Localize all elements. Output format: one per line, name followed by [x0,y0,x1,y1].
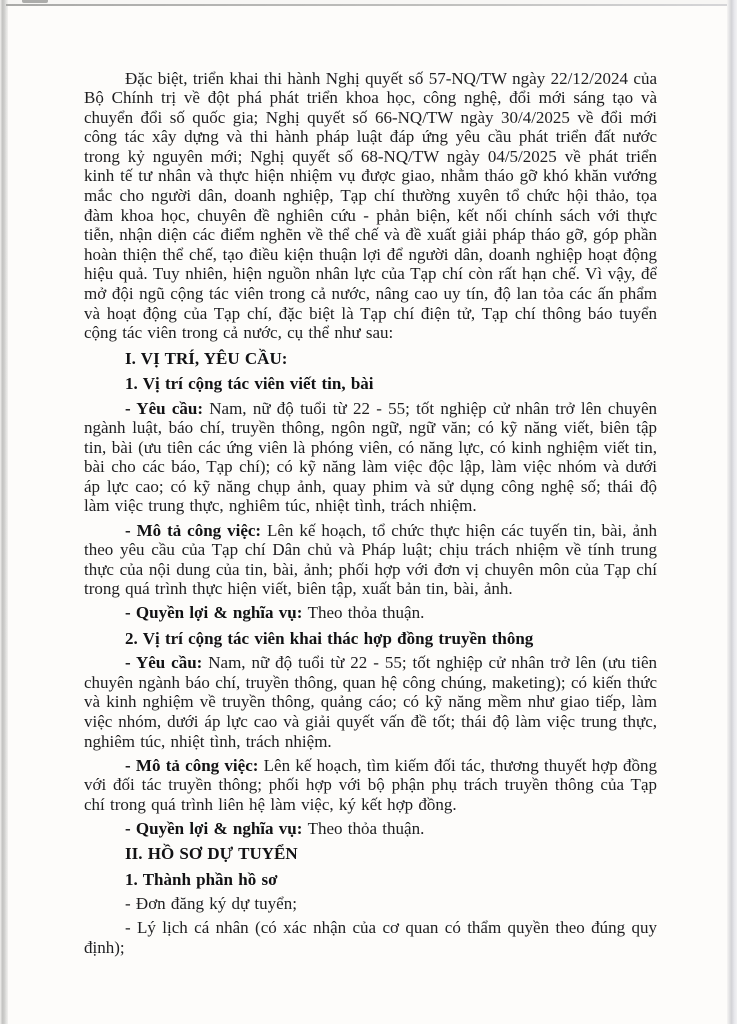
section-heading: I. VỊ TRÍ, YÊU CẦU: [125,348,288,368]
document-paragraph: - Quyền lợi & nghĩa vụ: Theo thỏa thuận. [125,603,425,623]
page-top-edge [6,4,737,6]
section-heading: 1. Thành phần hồ sơ [125,870,278,890]
document-paragraph: - Đơn đăng ký dự tuyển; [125,894,297,914]
paragraph-lead: - Quyền lợi & nghĩa vụ: [125,818,308,838]
document-body [84,69,657,958]
paragraph-lead: - Yêu cầu: [125,653,209,673]
document-page [8,6,727,1024]
document-paragraph: - Yêu cầu: Nam, nữ độ tuổi từ 22 - 55; tốt nghiệp cử nhân trở lên chuyên ngành luật, báo chí, truyền thông, ngôn ngữ, ngữ văn; có kỹ năng viết, biên tập tin, bài (ưu tiên các ứng viên là phóng viên, có năng lực, có kinh nghiệm viết tin, bài cho các báo, Tạp chí); có kỹ năng làm việc độc lập, làm việc nhóm và dưới áp lực cao; có kỹ năng chụp ảnh, quay phim và sử dụng công nghệ số; thái độ làm việc trung thực, nghiêm túc, nhiệt tình, trách nhiệm. [84,398,658,516]
document-paragraph: - Quyền lợi & nghĩa vụ: Theo thỏa thuận. [125,818,425,838]
document-paragraph: - Yêu cầu: Nam, nữ độ tuổi từ 22 - 55; tốt nghiệp cử nhân trở lên (ưu tiên chuyên ngành báo chí, truyền thông, quan hệ công chúng, maketing); có kiến thức và kinh nghiệm về truyền thông, quảng cáo; có kỹ năng mềm như giao tiếp, làm việc nhóm, dưới áp lực cao và giải quyết vấn đề tốt; thái độ làm việc trung thực, nghiêm túc, nhiệt tình, trách nhiệm. [84,653,658,751]
document-paragraph: - Mô tả công việc: Lên kế hoạch, tìm kiếm đối tác, thương thuyết hợp đồng với đối tác truyền thông; phối hợp với bộ phận phụ trách truyền thông của Tạp chí trong quá trình liên hệ làm việc, ký kết hợp đồng. [84,755,657,814]
scan-artifact [22,0,48,3]
paragraph-lead: - Quyền lợi & nghĩa vụ: [125,603,308,623]
section-heading: 1. Vị trí cộng tác viên viết tin, bài [125,374,374,394]
section-heading: II. HỒ SƠ DỰ TUYỂN [125,844,298,864]
section-heading: 2. Vị trí cộng tác viên khai thác hợp đồng truyền thông [125,629,534,649]
paragraph-lead: - Yêu cầu: [125,398,210,418]
paragraph-lead: - Mô tả công việc: [125,755,264,775]
document-paragraph: - Mô tả công việc: Lên kế hoạch, tổ chức thực hiện các tuyến tin, bài, ảnh theo yêu cầu của Tạp chí Dân chủ và Pháp luật; chịu trách nhiệm về tính trung thực của nội dung của tin, bài, ảnh; phối hợp với đơn vị chuyên môn của Tạp chí trong quá trình thực hiện viết, biên tập, xuất bản tin, bài, ảnh. [84,520,657,599]
document-paragraph: - Lý lịch cá nhân (có xác nhận của cơ quan có thẩm quyền theo đúng quy định); [84,918,657,957]
page-left-edge [0,0,8,1024]
document-paragraph: Đặc biệt, triển khai thi hành Nghị quyết số 57-NQ/TW ngày 22/12/2024 của Bộ Chính trị về đột phá phát triển khoa học, công nghệ, đổi mới sáng tạo và chuyển đổi số quốc gia; Nghị quyết số 66-NQ/TW ngày 30/4/2025 về đổi mới công tác xây dựng và thi hành pháp luật đáp ứng yêu cầu phát triển đất nước trong kỷ nguyên mới; Nghị quyết số 68-NQ/TW ngày 04/5/2025 về phát triển kinh tế tư nhân và thực hiện nhiệm vụ được giao, nhằm tháo gỡ khó khăn vướng mắc cho người dân, doanh nghiệp, Tạp chí thường xuyên tổ chức hội thảo, tọa đàm khoa học, chuyên đề nghiên cứu - phản biện, kết nối chính sách với thực tiễn, nhận diện các điểm nghẽn về thể chế và đề xuất giải pháp tháo gỡ, góp phần hoàn thiện thể chế, tạo điều kiện thuận lợi để người dân, doanh nghiệp hoạt động hiệu quả. Tuy nhiên, hiện nguồn nhân lực của Tạp chí còn rất hạn chế. Vì vậy, để mở đội ngũ cộng tác viên trong cả nước, nâng cao uy tín, độ lan tỏa các ấn phẩm và hoạt động của Tạp chí, đặc biệt là Tạp chí điện tử, Tạp chí thông báo tuyển cộng tác viên trong cả nước, cụ thể như sau: [84,68,657,343]
paragraph-lead: - Mô tả công việc: [125,520,267,540]
page-right-edge [727,0,737,1024]
